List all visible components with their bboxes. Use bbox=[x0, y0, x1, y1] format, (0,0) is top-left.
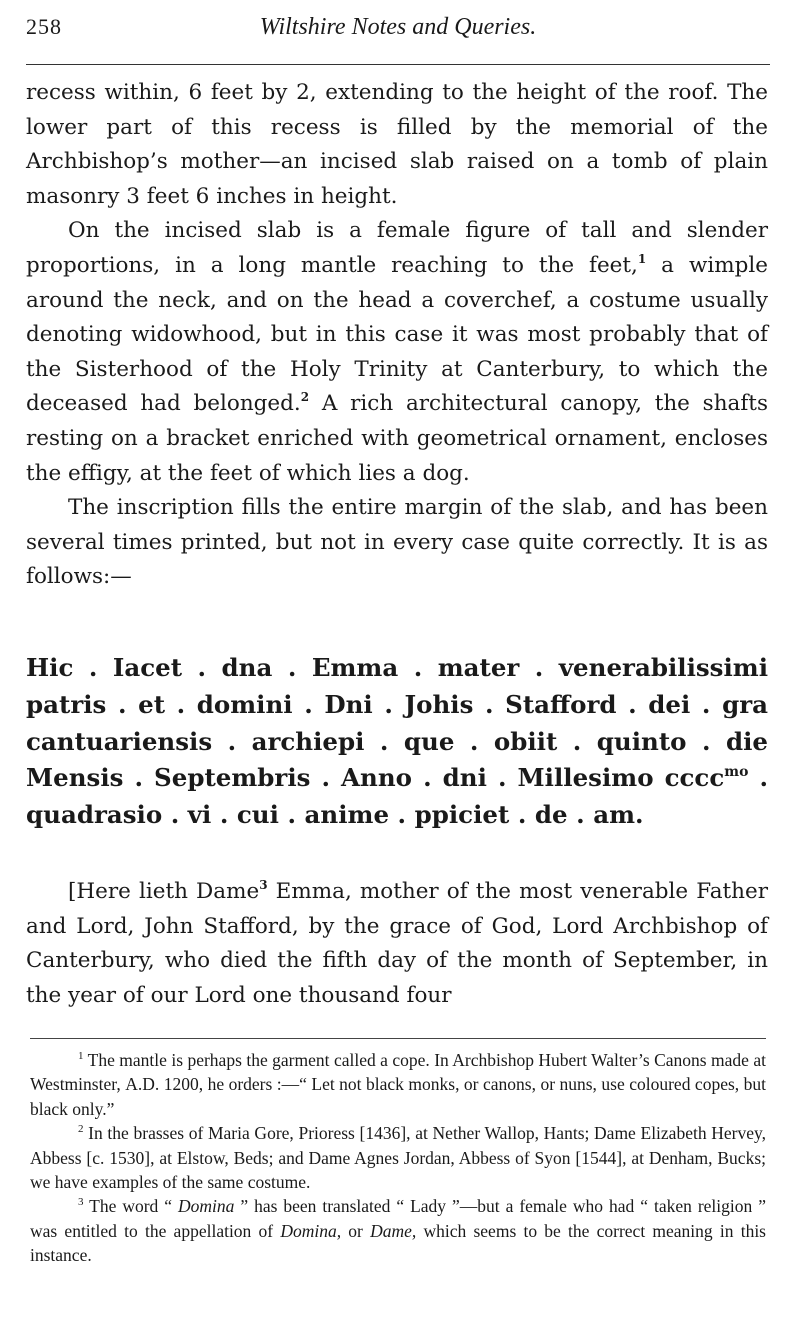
latin-inscription: Hic . Iacet . dna . Emma . mater . venerabilissimi patris . et . domini . Dni . Johis . Stafford . dei . gra cantuariensis . archiepi . que . obiit . quinto . die Mensis . Septembris . Anno . dni . Millesimo cccc$^{mo}$ . quadrasio . vi . cui . anime . ppiciet . de . am. bbox=[26, 653, 769, 830]
header-rule bbox=[26, 64, 770, 65]
footnote-3: $^3$ The word “ Domina ” has been translated “ Lady ”—but a female who had “ taken religion ” was entitled to the appellation of Domina, or Dame, which seems to be the correct meaning in this instance. bbox=[30, 1196, 766, 1266]
page-number: 258 bbox=[26, 14, 62, 39]
inscription-superscript: mo bbox=[724, 764, 749, 781]
footnote-1: $^1$ The mantle is perhaps the garment called a cope. In Archbishop Hubert Walter’s Canons made at Westminster, A.D. 1200, he orders :—“ Let not black monks, or canons, or nuns, use coloured copes, but black only.” bbox=[30, 1050, 766, 1119]
footnote-ref-3[interactable]: 3 bbox=[259, 878, 268, 892]
running-title: Wiltshire Notes and Queries. bbox=[259, 14, 537, 40]
footnote-ref-1[interactable]: 1 bbox=[637, 251, 647, 266]
paragraph-2: On the incised slab is a female figure of tall and slender proportions, in a long mantle reaching to the feet,$^1$ a wimple around the neck, and on the head a coverchef, a costume usually denoting widowhood, but in this case it was most probably that of the Sisterhood of the Holy Trinity at Canterbury, to which the deceased had belonged.$^2$ A rich architectural canopy, the shafts resting on a bracket enriched with geometrical ornament, encloses the effigy, at the feet of which lies a dog. bbox=[26, 218, 768, 486]
footnote-ref-2[interactable]: 2 bbox=[300, 390, 310, 405]
page-header bbox=[26, 14, 770, 50]
footnote-2: $^2$ In the brasses of Maria Gore, Prioress [1436], at Nether Wallop, Hants; Dame Elizabeth Hervey, Abbess [c. 1530], at Elstow, Beds; and Dame Agnes Jordan, Abbess of Syon [1544], at Denham, Bucks; we have examples of the same costume. bbox=[30, 1123, 766, 1193]
paragraph-1: recess within, 6 feet by 2, extending to the height of the roof. The lower part of this recess is filled by the memorial of the Archbishop’s mother—an incised slab raised on a tomb of plain masonry 3 feet 6 inches in height. bbox=[26, 80, 768, 209]
page bbox=[26, 0, 770, 1344]
paragraph-3: The inscription fills the entire margin of the slab, and has been several times printed, but not in every case quite correctly. It is as follows:— bbox=[26, 495, 768, 590]
footnote-rule bbox=[30, 1038, 766, 1039]
main-text bbox=[26, 76, 768, 595]
footnotes bbox=[30, 1048, 766, 1268]
translation-paragraph: [Here lieth Dame$^3$ Emma, mother of the most venerable Father and Lord, John Stafford, by the grace of God, Lord Archbishop of Canterbury, who died the fifth day of the month of September, in the year of our Lord one thousand four bbox=[26, 878, 768, 1008]
